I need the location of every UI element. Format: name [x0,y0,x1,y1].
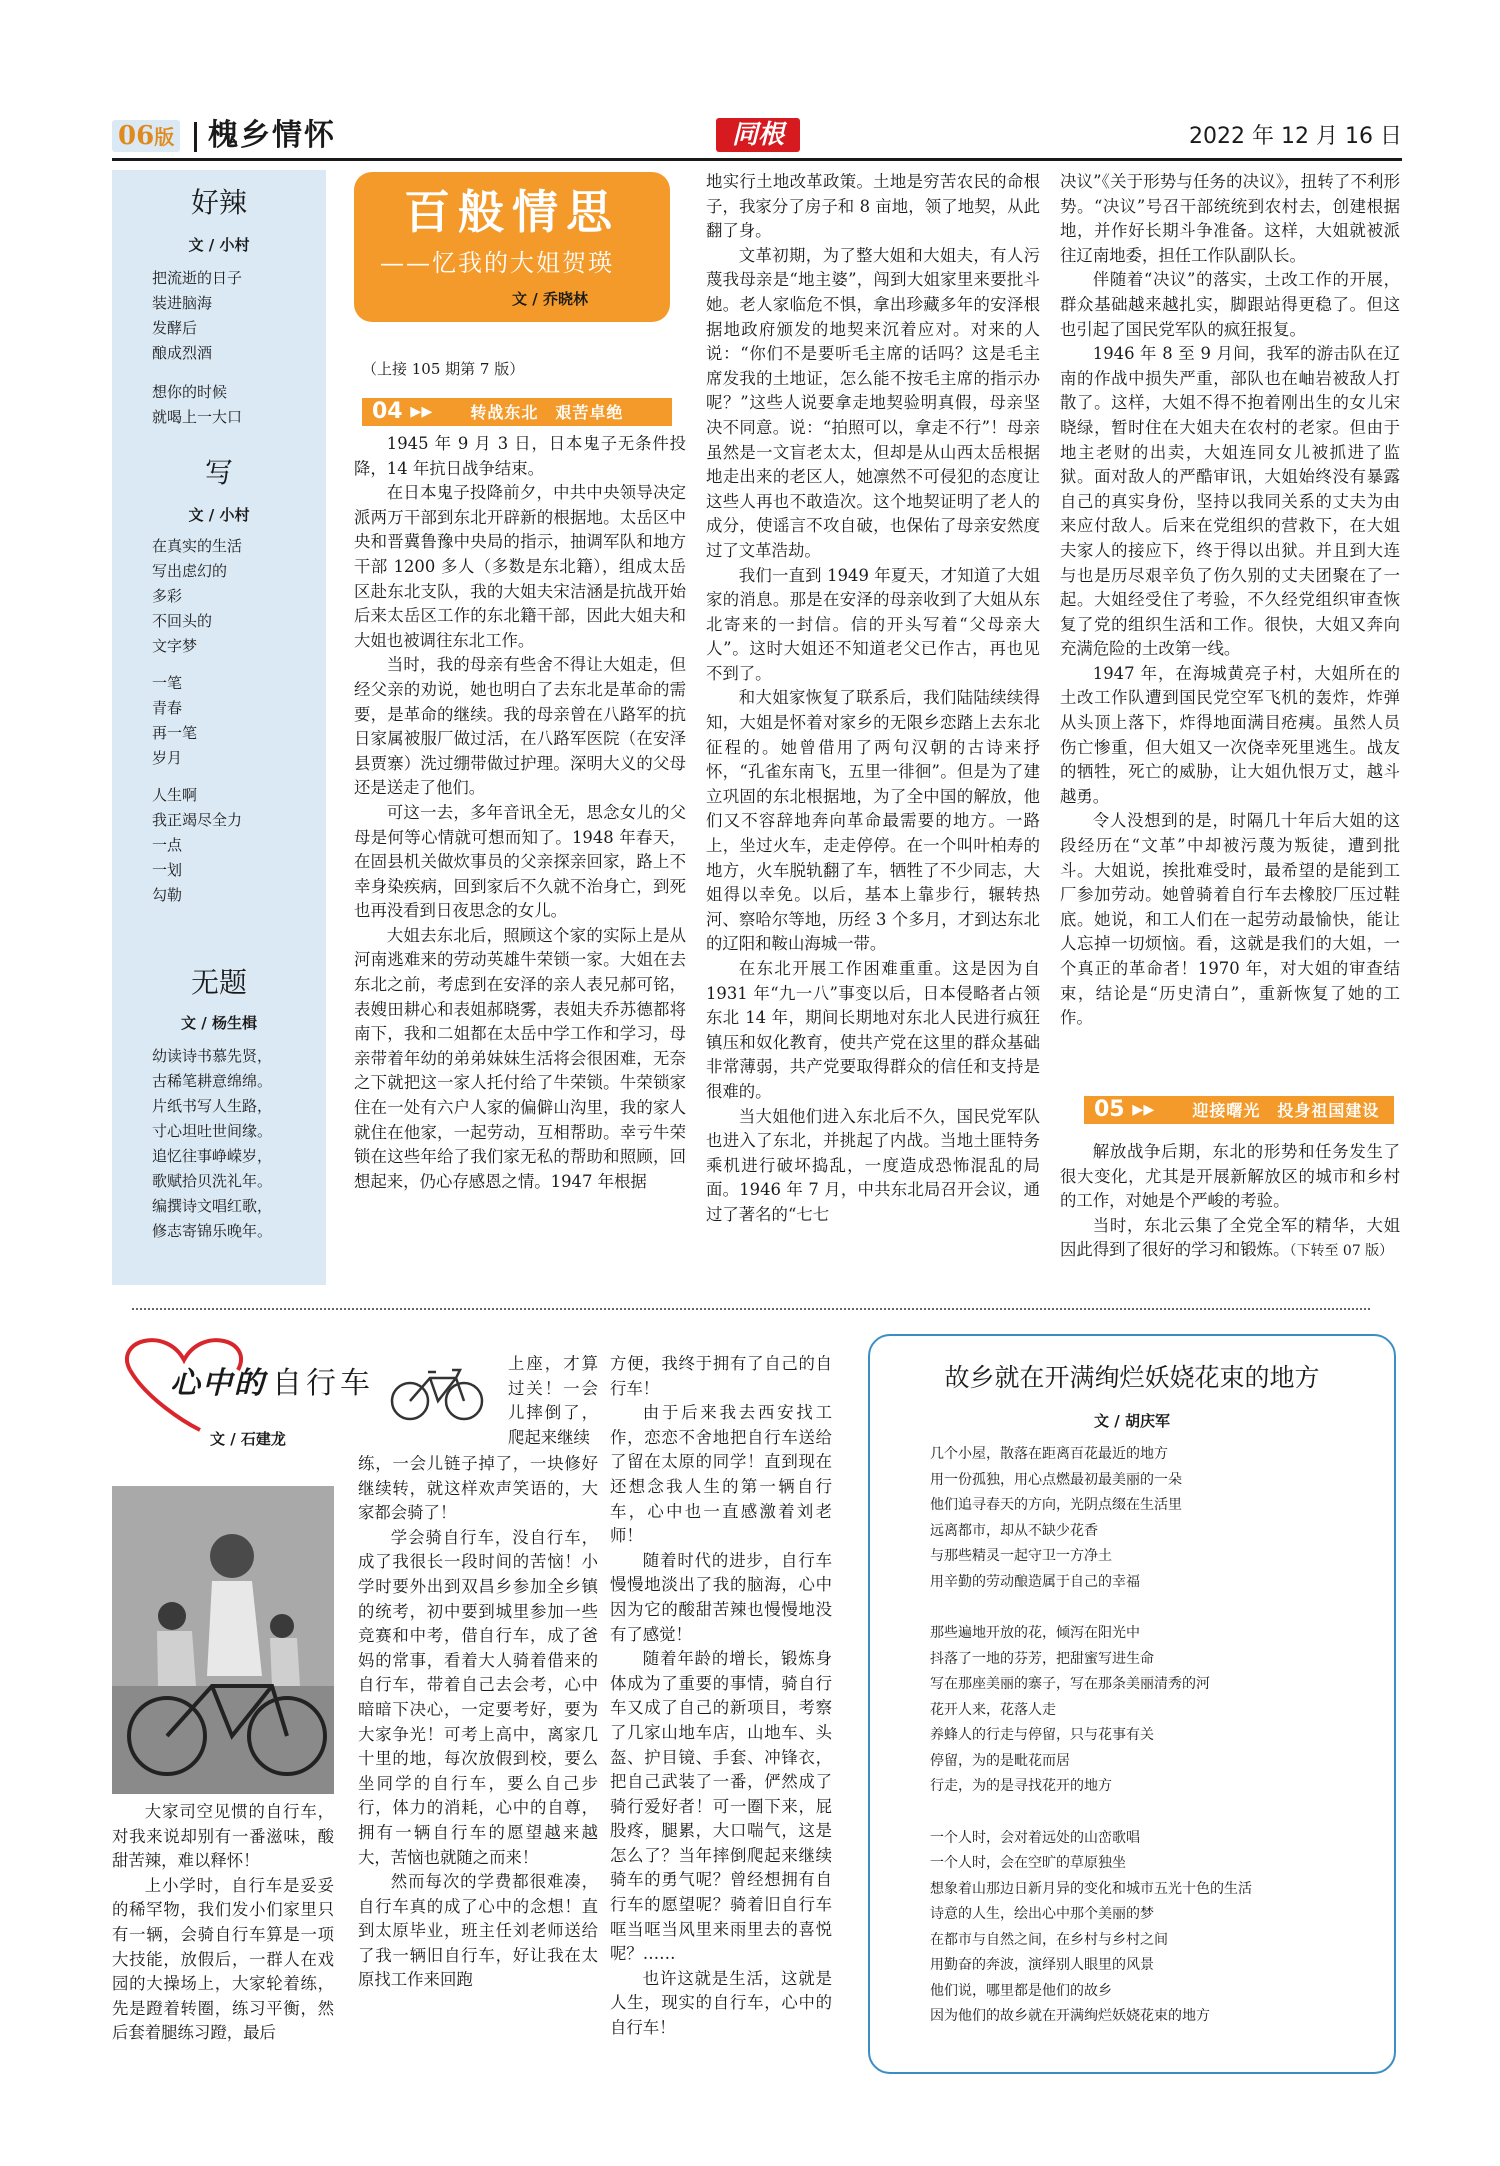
poem-line: 一个人时，会对着远处的山峦歌唱 [930,1829,1140,1846]
section-name: 槐乡情怀 [208,118,336,153]
hometown-poem-body [930,1442,1380,2030]
poem-line: 不回头的 [152,612,213,630]
paragraph: 1947 年，在海城黄亮子村，大姐所在的土改工作队遭到国民党空军飞机的轰炸，炸弹从头顶上落下，炸得地面满目疮痍。虽然人员伤亡惨重，但大姐又一次侥幸死里逃生。战友的牺牲，死亡的威胁，让大姐仇恨万丈，越斗越勇。 [1060,663,1400,806]
paragraph: 大家司空见惯的自行车，对我来说却别有一番滋味，酸甜苦辣，难以释怀！ [112,1802,334,1871]
issue-date: 2022 年 12 月 16 日 [1189,124,1402,149]
poem-line: 把流逝的日子 [152,269,243,287]
poem-line: 想象着山那边日新月异的变化和城市五光十色的生活 [930,1880,1252,1897]
poem-line: 与那些精灵一起守卫一方净土 [930,1548,1112,1564]
bicycle-photo [112,1486,334,1794]
poem-title: 无题 [190,966,247,999]
page-header [112,118,1402,158]
edition-number: 06 [118,121,155,151]
poem-line: 寸心坦吐世间缘。 [152,1122,273,1140]
bicycle-title-part2: 自行车 [272,1366,374,1401]
poem-line: 用一份孤独，用心点燃最初最美丽的一朵 [930,1471,1182,1488]
poem-sidebar [112,170,326,1285]
poem-line: 抖落了一地的芬芳，把甜蜜写进生命 [930,1650,1154,1667]
paragraph: 然而每次的学费都很难凑，自行车真的成了心中的念想！直到太原毕业，班主任刘老师送给了我一辆旧自行车，好让我在太原找工作来回跑 [358,1872,598,1990]
section-number: 04 ▸▸ [372,399,433,424]
poem-title: 写 [204,456,233,489]
poem-line: 远离都市，却从不缺少花香 [930,1522,1098,1539]
poem-line: 养蜂人的行走与停留，只与花事有关 [930,1727,1154,1743]
poem-body [152,534,322,908]
poem-line: 几个小屋，散落在距离百花最近的地方 [930,1446,1168,1462]
header-divider [194,122,197,152]
paragraph: 大姐去东北后，照顾这个家的实际上是从河南逃难来的劳动英雄牛荣锁一家。大姐在去东北之前，考虑到在安泽的亲人表兄郝可铭，表嫂田耕心和表姐郝晓雾，表姐夫乔苏德都将南下，我和二姐都在太岳中学工作和学习，母亲带着年幼的弟弟妹妹生活将会很困难，无奈之下就把这一家人托付给了牛荣锁。牛荣锁家住在一处有六户人家的偏僻山沟里，我的家人就住在他家，一起劳动，互相帮助。幸亏牛荣锁在这些年给了我们家无私的帮助和照顾，回想起来，仍心存感恩之情。1947 年根据 [354,925,686,1191]
section-separator [132,1308,1370,1310]
paragraph-text: 当时，东北云集了全党全军的精华，大姐因此得到了很好的学习和锻炼。 [1060,1215,1400,1260]
article-column-3 [1060,170,1400,1090]
paragraph-text: 上座，才算过关！一会儿摔倒了，爬起来继续 [508,1354,598,1447]
article-column-2 [706,170,1040,1294]
poem-line: 一个人时，会在空旷的草原独坐 [930,1855,1126,1871]
paragraph: 随着时代的进步，自行车慢慢地淡出了我的脑海，心中因为它的酸甜苦辣也慢慢地没有了感觉！ [610,1550,832,1644]
bicycle-column-2 [358,1452,598,2070]
paragraph: 上小学时，自行车是妥妥的稀罕物，我们发小们家里只有一辆，会骑自行车算是一项大技能，放假后，一群人在戏园的大操场上，大家轮着练，先是蹬着转圈，练习平衡，然后套着腿练习蹬，最后 [112,1875,334,2043]
paragraph: 当时，我的母亲有些舍不得让大姐走，但经父亲的劝说，她也明白了去东北是革命的需要，是革命的继续。我的母亲曾在八路军的抗日家属被服厂做过活，在八路军医院（在安泽县贾寨）洗过绷带做过护理。深明大义的父母还是送走了他们。 [354,655,686,798]
continued-to-note: （下转至 07 版） [1289,1243,1394,1260]
poem-line: 在真实的生活 [152,537,243,555]
article-column-3-continued [1060,1140,1400,1294]
article-title: 百般情思 [404,185,620,239]
poem-author: 文 / 杨生楫 [181,1014,257,1032]
bicycle-author: 文 / 石建龙 [210,1430,286,1448]
paragraph: 地实行土地改革政策。土地是穷苦农民的命根子，我家分了房子和 8 亩地，领了地契，从此翻了身。 [706,172,1040,241]
photo-illustration [112,1486,334,1794]
poem-line: 在都市与自然之间，在乡村与乡村之间 [930,1931,1168,1948]
poem-line: 一笔 [152,674,183,692]
section-title: 转战东北 艰苦卓绝 [470,403,624,422]
header-rule [112,158,1402,161]
paragraph: 方便，我终于拥有了自己的自行车！ [610,1354,832,1398]
edition-suffix: 版 [154,125,175,149]
article-author: 文 / 乔晓林 [512,290,588,308]
paragraph: 令人没想到的是，时隔几十年后大姐的这段经历在“文革”中却被污蔑为叛徒，遭到批斗。大姐说，挨批难受时，最希望的是能到工厂参加劳动。她曾骑着自行车去橡胶厂压过鞋底。她说，和工人们在一起劳动最愉快，能让人忘掉一切烦恼。看，这就是我们的大姐，一个真正的革命者！1970 年，对大姐的审查结束，结论是“历史清白”，重新恢复了她的工作。 [1060,811,1400,1028]
paragraph: 1946 年 8 至 9 月间，我军的游击队在辽南的作战中损失严重，部队也在岫岩被敌人打散了。这样，大姐不得不抱着刚出生的女儿宋晓绿，暂时住在大姐夫在农村的老家。但由于地主老财的出卖，大姐连同女儿被抓进了监狱。面对敌人的严酷审讯，大姐始终没有暴露自己的真实身份，坚持以我同关系的丈夫为由来应付敌人。后来在党组织的营救下，在大姐夫家人的接应下，终于得以出狱。并且到大连与也是历尽艰辛负了伤久别的丈夫团聚在了一起。大姐经受住了考验，不久经党组织审查恢复了党的组织生活和工作。很快，大姐又奔向充满危险的土改第一线。 [1060,344,1400,659]
poem-line: 古稀笔耕意绵绵。 [152,1072,273,1090]
poem-line: 因为他们的故乡就在开满绚烂妖娆花束的地方 [930,2008,1210,2024]
poem-line: 编撰诗文唱红歌， [152,1197,273,1215]
poem-line: 再一笔 [152,724,198,742]
paragraph: 当大姐他们进入东北后不久，国民党军队也进入了东北，并挑起了内战。当地土匪特务乘机进行破坏捣乱，一度造成恐怖混乱的局面。1946 年 7 月，中共东北局召开会议，通过了著名的“七七 [706,1106,1040,1224]
poem-line: 就喝上一大口 [152,408,243,426]
edition-badge [112,120,180,152]
paragraph: 和大姐家恢复了联系后，我们陆陆续续得知，大姐是怀着对家乡的无限乡恋踏上去东北征程的。她曾借用了两句汉朝的古诗来抒怀，“孔雀东南飞，五里一徘徊”。但是为了建立巩固的东北根据地，为了全中国的解放，他们又不容辞地奔向革命最需要的地方。一路上，坐过火车，走走停停。在一个叫叶柏寿的地方，火车脱轨翻了车，牺牲了不少同志，大姐得以幸免。以后，基本上靠步行，辗转热河、察哈尔等地，历经 3 个多月，才到达东北的辽阳和鞍山海城一带。 [706,688,1040,954]
poem-line: 他们说，哪里都是他们的故乡 [930,1982,1112,1999]
poem-line: 人生啊 [152,786,198,804]
poem-line: 想你的时候 [152,383,228,401]
paragraph: 文革初期，为了整大姐和大姐夫，有人污蔑我母亲是“地主婆”，闯到大姐家里来要批斗她。老人家临危不惧，拿出珍藏多年的安泽根据地政府颁发的地契来沉着应对。对来的人说：“你们不是要听毛主席的话吗？这是毛主席发我的土地证，怎么能不按毛主席的指示办呢？”这些人说要拿走地契验明真假，母亲坚决不同意。说：“拍照可以，拿走不行”！母亲虽然是一文盲老太太，但却是从山西太岳根据地走出来的老区人，她凛然不可侵犯的态度让这些人再也不敢造次。这个地契证明了老人的成分，使谣言不攻自破，也保佑了母亲安然度过了文革浩劫。 [706,245,1040,560]
poem-line: 片纸书写人生路， [152,1097,273,1115]
poem-line: 停留，为的是毗花而居 [930,1752,1070,1769]
bicycle-column-2-top [508,1352,598,1452]
paragraph: 解放战争后期，东北的形势和任务发生了很大变化，尤其是开展新解放区的城市和乡村的工作，对她是个严峻的考验。 [1060,1142,1400,1211]
paragraph: 也许这就是生活，这就是人生，现实的自行车，心中的自行车！ [610,1968,832,2038]
paragraph: 随着年龄的增长，锻炼身体成为了重要的事情，骑自行车又成了自己的新项目，考察了几家山地车店，山地车、头盔、护目镜、手套、冲锋衣，把自己武装了一番，俨然成了骑行爱好者！可一圈下来，屁股疼，腿累，大口喘气，这是怎么了？当年摔倒爬起来继续骑车的勇气呢？曾经想拥有自行车的愿望呢？骑着旧自行车哐当哐当风里来雨里去的喜悦呢？…… [610,1649,832,1964]
poem-line: 行走，为的是寻找花开的地方 [930,1778,1112,1794]
article-column-1 [354,432,686,1294]
hometown-poem-author: 文 / 胡庆军 [1094,1412,1170,1430]
poem-line: 歌赋拾贝洗礼年。 [152,1172,273,1190]
poem-line: 一划 [152,861,183,879]
poem-line: 多彩 [152,587,183,605]
poem-body [152,1044,324,1244]
paragraph: 由于后来我去西安找工作，恋恋不舍地把自行车送给了留在太原的同学！直到现在还想念我人生的第一辆自行车，心中也一直感激着刘老师！ [610,1403,832,1546]
poem-body [152,266,322,430]
poem-line: 文字梦 [152,637,198,655]
poem-line: 写在那座美丽的寨子，写在那条美丽清秀的河 [930,1676,1210,1692]
poem-line: 岁月 [152,749,183,767]
poem-line: 青春 [152,699,183,717]
paragraph: 决议”《关于形势与任务的决议》，扭转了不利形势。“决议”号召干部统统到农村去，创建根据地，并作好长期斗争准备。这样，大姐就被派往辽南地委，担任工作队副队长。 [1060,172,1400,265]
poem-line: 花开人来，花落人走 [930,1701,1056,1718]
hometown-poem-title: 故乡就在开满绚烂妖娆花束的地方 [944,1363,1320,1392]
paragraph: 可这一去，多年音讯全无，思念女儿的父母是何等心情就可想而知了。1948 年春天，在固县机关做炊事员的父亲探亲回家，路上不幸身染疾病，回到家后不久就不治身亡，到死也再没看到日夜思念的女儿。 [354,802,686,921]
poem-line: 用勤奋的奔波，演绎别人眼里的风景 [930,1957,1154,1973]
poem-author: 文 / 小村 [188,236,250,254]
poem-line: 他们追寻春天的方向，光阴点缀在生活里 [930,1497,1182,1513]
poem-line: 那些遍地开放的花，倾泻在阳光中 [930,1625,1140,1641]
paragraph: 在日本鬼子投降前夕，中共中央领导决定派两万干部到东北开辟新的根据地。太岳区中央和晋冀鲁豫中央局的指示，抽调军队和地方干部 1200 多人（多数是东北籍），组成太岳区赴东北支队，我的大姐夫宋洁涵是抗战开始后来太岳区工作的东北籍干部，因此大姐夫和大姐也被调往东北工作。 [354,483,686,650]
poem-line: 发酵后 [152,319,198,337]
paragraph: 学会骑自行车，没自行车，成了我很长一段时间的苦恼！小学时要外出到双昌乡参加全乡镇的统考，初中要到城里参加一些竞赛和中考，借自行车，成了爸妈的常事，看着大人骑着借来的自行车，带着自己去会考，心中暗暗下决心，一定要考好，要为大家争光！可考上高中，离家几十里的地，每次放假到校，要么坐同学的自行车，要么自己步行，体力的消耗，心中的自尊，拥有一辆自行车的愿望越来越大，苦恼也就随之而来！ [358,1527,598,1867]
paragraph: 在东北开展工作困难重重。这是因为自 1931 年“九一八”事变以后，日本侵略者占领东北 14 年，期间长期地对东北人民进行疯狂镇压和奴化教育，使共产党在这里的群众基础非常薄弱，共产党要取得群众的信任和支持是很难的。 [706,959,1040,1101]
poem-line: 用辛勤的劳动酿造属于自己的幸福 [930,1573,1140,1590]
section-title: 迎接曙光 投身祖国建设 [1192,1101,1380,1120]
bicycle-title-part1: 心中的 [170,1366,266,1401]
poem-line: 酿成烈酒 [152,344,213,362]
bicycle-title [170,1364,374,1404]
poem-line: 一点 [152,836,183,854]
paragraph [1060,1214,1400,1264]
poem-line: 修志寄锦乐晚年。 [152,1222,273,1240]
section-header-05 [1084,1096,1394,1124]
newspaper-logo: 同根 [716,118,800,152]
poem-line: 诗意的人生，绘出心中那个美丽的梦 [930,1906,1154,1922]
poem-line: 幼读诗书慕先贤， [152,1047,273,1065]
poem-line: 追忆往事峥嵘岁， [152,1147,273,1165]
paragraph: 我们一直到 1949 年夏天，才知道了大姐家的消息。那是在安泽的母亲收到了大姐从东北寄来的一封信。信的开头写着“父母亲大人”。这时大姐还不知道老父已作古，再也见不到了。 [706,565,1040,683]
bicycle-column-3 [610,1352,832,2070]
article-subtitle: ——忆我的大姐贺瑛 [380,249,614,277]
poem-line: 装进脑海 [152,294,213,312]
poem-line: 写出虑幻的 [152,562,228,580]
paragraph: 1945 年 9 月 3 日，日本鬼子无条件投降，14 年抗日战争结束。 [354,434,686,478]
continued-note: （上接 105 期第 7 版） [362,360,525,378]
paragraph: 伴随着“决议”的落实，土改工作的开展，群众基础越来越扎实，脚跟站得更稳了。但这也引起了国民党军队的疯狂报复。 [1060,270,1400,339]
poem-line: 勾勒 [152,886,183,904]
section-header-04 [362,398,672,426]
paragraph: 练，一会儿链子掉了，一块修好继续转，就这样欢声笑语的，大家都会骑了！ [358,1454,598,1523]
poem-line: 我正竭尽全力 [152,811,243,829]
poem-author: 文 / 小村 [188,506,250,524]
bicycle-column-1 [112,1800,334,2070]
poem-title: 好辣 [190,186,247,219]
section-number: 05 ▸▸ [1094,1097,1155,1122]
